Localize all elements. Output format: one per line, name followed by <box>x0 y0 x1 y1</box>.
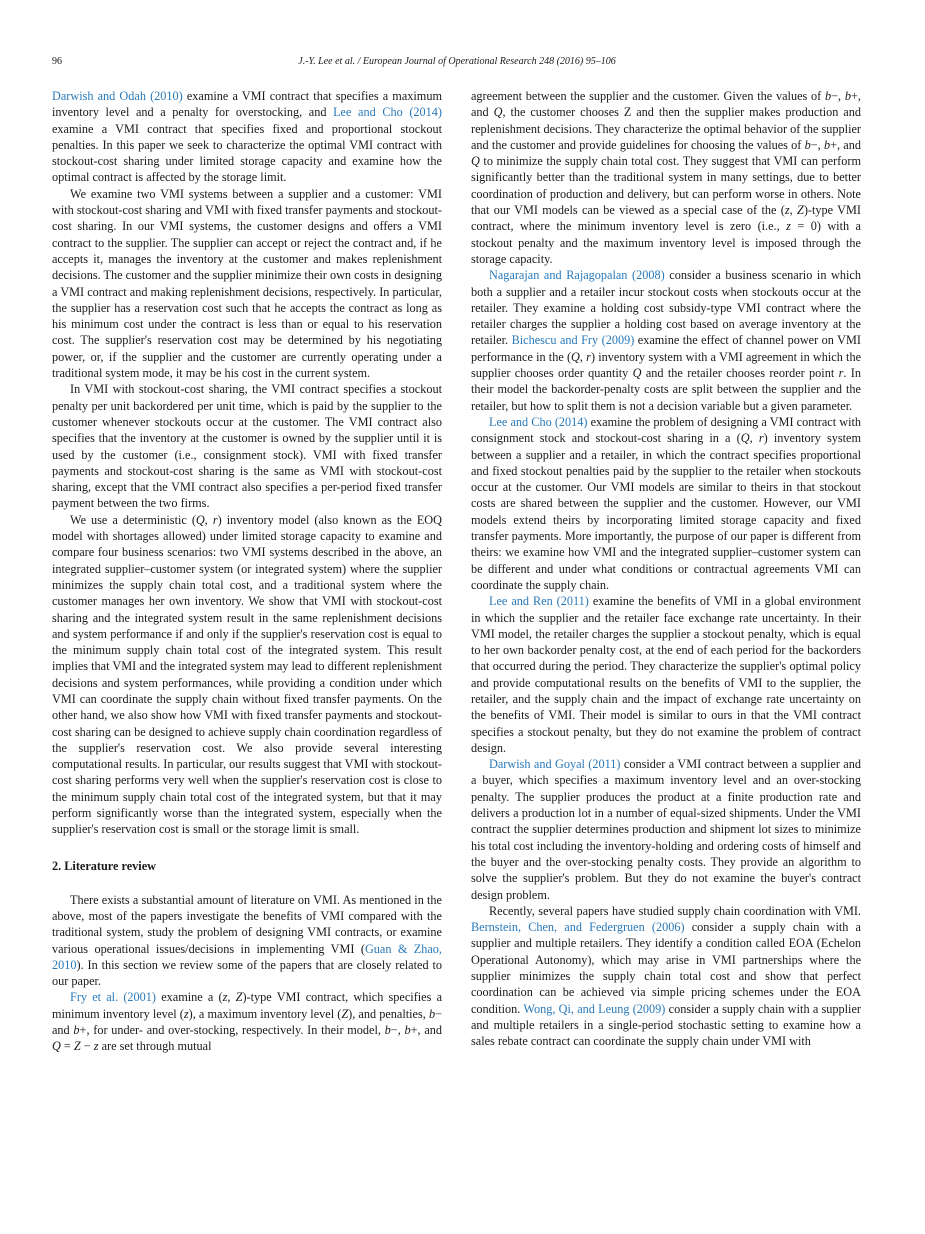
running-header <box>52 56 862 70</box>
left-column <box>52 88 442 1055</box>
citation-link[interactable]: Lee and Ren (2011) <box>489 594 589 609</box>
paragraph: agreement between the supplier and the customer. Given the values of b−, b+, and Q, the customer chooses Z and then the supplier makes production and replenishment decisions. They characterize the optimal behavior of the supplier and the customer and provide guidelines for choosing the values of b−, b+, and Q to minimize the supply chain total cost. They suggest that VMI can perform significantly better than the traditional system in many settings, due to better coordination of production and delivery, but can perform worse in others. Note that our VMI models can be viewed as a special case of the (z, Z)-type VMI contract, where the minimum inventory level is zero (i.e., z = 0) with a stockout penalty and the maximum inventory level is imposed through the storage capacity. <box>471 89 861 266</box>
journal-citation: J.-Y. Lee et al. / European Journal of Operational Research 248 (2016) 95–106 <box>298 56 616 67</box>
paragraph: Lee and Cho (2014) examine the problem of designing a VMI contract with consignment stock and stockout-cost sharing in a (Q, r) inventory system between a supplier and a retailer, in which the contract specifies proportional and fixed stockout penalties paid by the supplier to the retailer when stockouts occur at the customer. Our VMI models are similar to theirs in that stockout costs are shared between the supplier and the customer. However, our VMI models extend theirs by incorporating limited storage capacity and fixed transfer payments. More importantly, the purpose of our paper is different from theirs: we examine how VMI and the integrated supplier–customer system can be different and under what conditions or contractual agreements VMI can coordinate the supply chain. <box>471 414 862 592</box>
paragraph: Lee and Ren (2011) examine the benefits of VMI in a global environment in which the supplier and the retailer face exchange rate uncertainty. In their VMI model, the retailer charges the supplier a stockout penalty, which is equal to her own backorder penalty cost, at the end of each period for the backorders that occurred during the period. They characterize the supplier's optimal policy and provide computational results on the benefits of VMI to the supplier, the retailer, and the supply chain and the impact of exchange rate uncertainty on the benefits of VMI. Their model is similar to ours in that the VMI contract specifies a stockout penalty, but they do not examine the problem of contract design. <box>471 594 861 755</box>
page-number: 96 <box>52 56 62 67</box>
citation-link[interactable]: Wong, Qi, and Leung (2009) <box>523 1001 666 1016</box>
citation-link[interactable]: Lee and Cho (2014) <box>489 414 588 429</box>
paragraph: Fry et al. (2001) examine a (z, Z)-type VMI contract, which specifies a minimum inventory level (z), a maximum inventory level (Z), and penalties, b− and b+, for under- and over-stocking, respectively. In their model, b−, b+, and Q = Z − z are set through mutual <box>52 990 443 1054</box>
citation-link[interactable]: Guan & Zhao, 2010 <box>52 941 442 972</box>
citation-link[interactable]: Fry et al. (2001) <box>70 990 156 1005</box>
citation-link[interactable]: Bernstein, Chen, and Federgruen (2006) <box>471 920 685 935</box>
citation-link[interactable]: Darwish and Goyal (2011) <box>489 757 621 772</box>
paragraph: There exists a substantial amount of literature on VMI. As mentioned in the above, most of the papers investigate the benefits of VMI compared with the traditional system, study the problem of designing VMI contracts, or examine various operational issues/decisions in implementing VMI (Guan & Zhao, 2010). In this section we review some of the papers that are closely related to our paper. <box>52 892 442 989</box>
paragraph: We examine two VMI systems between a supplier and a customer: VMI with stockout-cost sharing and VMI with fixed transfer payments and stockout-cost sharing. In our VMI systems, the customer designs and offers a VMI contract to the supplier. The supplier can accept or reject the contract and, if he accepts it, manages the inventory at the customer and makes replenishment decisions. The customer and the supplier minimize their own costs in designing a VMI contract and making replenishment decisions, respectively. In particular, the supplier has a reservation cost such that he accepts the contract as long as his minimum cost under the contract is less than or equal to his reservation cost. The supplier's reservation cost may be determined by his negotiating power, or, if the supplier and the customer are currently operating under a traditional system mode, it may be his cost in the current system. <box>52 186 442 381</box>
citation-link[interactable]: Bichescu and Fry (2009) <box>511 333 635 348</box>
paragraph: Nagarajan and Rajagopalan (2008) consider a business scenario in which both a supplier and a retailer incur stockout costs when stockouts occur at the retailer. They examine a holding cost subsidy-type VMI contract where the retailer charges the supplier a holding cost based on average inventory at the retailer. Bichescu and Fry (2009) examine the effect of channel power on VMI performance in the (Q, r) inventory system with a VMI agreement in which the supplier chooses order quantity Q and the retailer chooses reorder point r. In their model the backorder-penalty costs are split between the supplier and the retailer, but how to split them is not a decision variable but a given parameter. <box>471 268 862 413</box>
right-column <box>471 88 861 1050</box>
paragraph: In VMI with stockout-cost sharing, the VMI contract specifies a stockout penalty per unit backordered per unit time, which is paid by the supplier to the customer whenever stockouts occur at the customer. The VMI contract also specifies that the inventory at the customer is owned by the supplier until it is used by the customer (i.e., consignment stock). VMI with fixed transfer payments and stockout-cost sharing is the same as VMI with stockout-cost sharing, except that the VMI contract also specifies a per-period fixed transfer payment between the two firms. <box>52 382 442 511</box>
paragraph: We use a deterministic (Q, r) inventory model (also known as the EOQ model with shortages allowed) under limited storage capacity to examine and compare four business scenarios: two VMI systems described in the above, an integrated supplier–customer system (or integrated system) where the supplier minimizes the supply chain total cost, and a traditional system where the customer manages her own inventory. We show that VMI with stockout-cost sharing and the integrated system result in the same replenishment decisions and system performance if and only if the supplier's reservation cost is equal to the minimum supply chain total cost of the integrated system. This result implies that VMI and the integrated system may lead to different replenishment decisions and system performances, while providing a condition under which VMI can coordinate the supply chain without fixed transfer payments. On the other hand, we also show how VMI with fixed transfer payments and stockout-cost sharing can be designed to achieve supply chain coordination regardless of the supplier's reservation cost. We also provide several interesting computational results. In particular, our results suggest that VMI with stockout-cost sharing performs very well when the supplier's reservation cost is close to the minimum supply chain total cost of the integrated system, but that it may perform significantly worse than the integrated system, especially when the supplier's reservation cost is small or the storage limit is small. <box>52 512 442 837</box>
paragraph: Recently, several papers have studied supply chain coordination with VMI. Bernstein, Chen, and Federgruen (2006) consider a supply chain with a supplier and multiple retailers. They identify a condition called EOA (Echelon Operational Autonomy), which may arise in VMI partnerships where the supplier minimizes the supply chain total cost and show that perfect coordination can be achieved via simple pricing schemes under the EOA condition. Wong, Qi, and Leung (2009) consider a supply chain with a supplier and multiple retailers in a single-period stochastic setting to examine how a sales rebate contract can coordinate the supply chain under VMI with <box>471 903 861 1049</box>
section-heading: 2. Literature review <box>52 858 156 873</box>
paragraph: Darwish and Goyal (2011) consider a VMI contract between a supplier and a buyer, which specifies a maximum inventory level and an over-stocking penalty. The supplier produces the product at a finite production rate and delivers a production lot in a number of equal-sized shipments. Under the VMI contract the supplier determines production and shipment lot sizes to minimize his total cost including the inventory-holding and ordering costs of himself and the buyer and the over-stocking penalty costs. They provide an algorithm to solve the supplier's problem. But they do not examine the buyer's contract design problem. <box>471 757 861 902</box>
paragraph: Darwish and Odah (2010) examine a VMI contract that specifies a maximum inventory level and a penalty for overstocking, and Lee and Cho (2014) examine a VMI contract that specifies fixed and proportional stockout penalties. In this paper we seek to characterize the optimal VMI contract with stockout-cost sharing under limited storage capacity and examine how the optimal contract is affected by the storage limit. <box>52 89 443 185</box>
citation-link[interactable]: Nagarajan and Rajagopalan (2008) <box>489 268 665 283</box>
citation-link[interactable]: Lee and Cho (2014) <box>333 105 443 120</box>
citation-link[interactable]: Darwish and Odah (2010) <box>52 89 183 103</box>
